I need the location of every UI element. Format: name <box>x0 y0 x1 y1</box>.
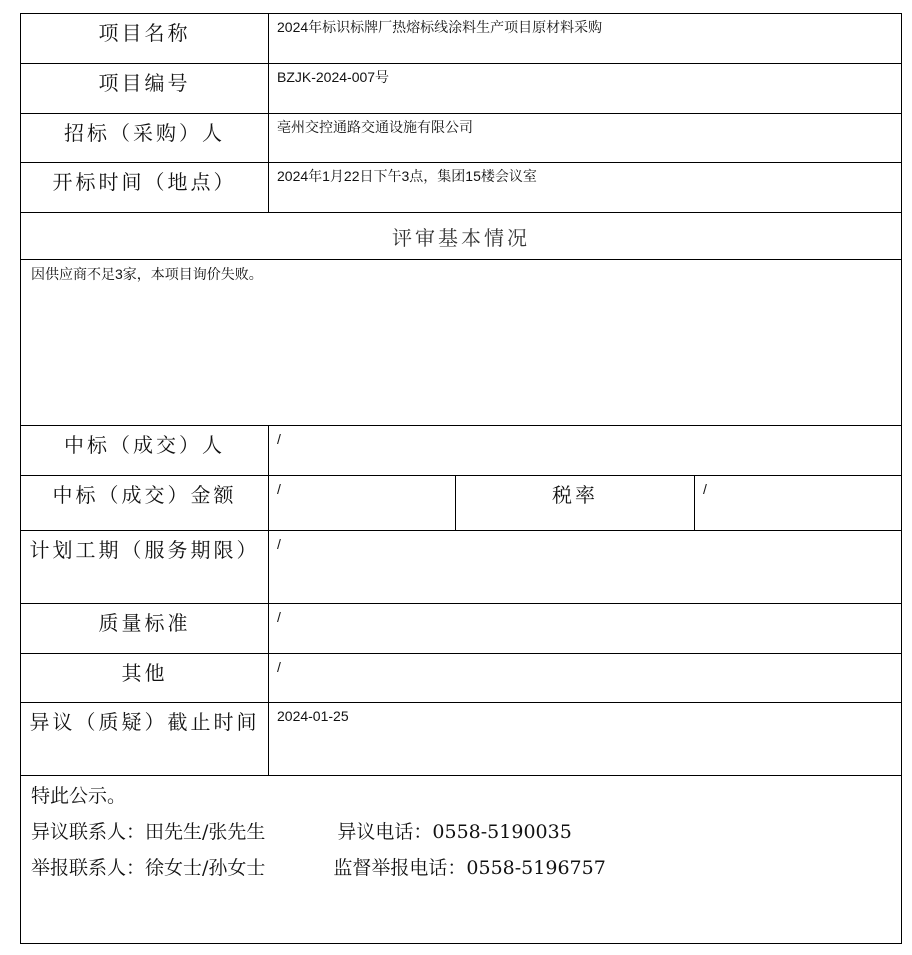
notice-cell <box>21 776 902 944</box>
review-text: 因供应商不足3家，本项目询价失败。 <box>21 260 902 426</box>
value-other: / <box>269 654 902 703</box>
label-winner: 中标（成交）人 <box>21 426 269 476</box>
label-period: 计划工期（服务期限） <box>21 531 269 604</box>
value-amount: / <box>269 476 456 531</box>
label-quality: 质量标准 <box>21 604 269 654</box>
value-period: / <box>269 531 902 604</box>
objection-phone: 异议电话：0558-5190035 <box>337 821 572 843</box>
value-quality: / <box>269 604 902 654</box>
report-phone: 监督举报电话：0558-5196757 <box>333 857 606 879</box>
row-project-no <box>21 64 902 114</box>
row-tenderer <box>21 114 902 163</box>
row-review-text <box>21 260 902 426</box>
row-quality <box>21 604 902 654</box>
row-objection-deadline <box>21 703 902 776</box>
row-amount <box>21 476 902 531</box>
value-winner: / <box>269 426 902 476</box>
label-tax-rate: 税率 <box>456 476 695 531</box>
row-project-name <box>21 14 902 64</box>
label-objection-deadline: 异议（质疑）截止时间 <box>21 703 269 776</box>
notice-line-1: 特此公示。 <box>31 785 127 807</box>
notice-line-report <box>31 850 891 886</box>
value-project-name: 2024年标识标牌厂热熔标线涂料生产项目原材料采购 <box>269 14 902 64</box>
row-review-heading <box>21 213 902 260</box>
bid-result-table <box>20 13 902 944</box>
report-contact: 举报联系人：徐女士/孙女士 <box>31 857 266 879</box>
value-opening: 2024年1月22日下午3点，集团15楼会议室 <box>269 163 902 213</box>
row-other <box>21 654 902 703</box>
row-opening <box>21 163 902 213</box>
value-tenderer: 亳州交控通路交通设施有限公司 <box>269 114 902 163</box>
row-period <box>21 531 902 604</box>
notice-line-objection <box>31 814 891 850</box>
row-notice <box>21 776 902 944</box>
label-project-no: 项目编号 <box>21 64 269 114</box>
value-objection-deadline: 2024-01-25 <box>269 703 902 776</box>
label-tenderer: 招标（采购）人 <box>21 114 269 163</box>
label-opening: 开标时间（地点） <box>21 163 269 213</box>
row-winner <box>21 426 902 476</box>
value-tax-rate: / <box>695 476 902 531</box>
label-amount: 中标（成交）金额 <box>21 476 269 531</box>
label-project-name: 项目名称 <box>21 14 269 64</box>
value-project-no: BZJK-2024-007号 <box>269 64 902 114</box>
label-other: 其他 <box>21 654 269 703</box>
objection-contact: 异议联系人：田先生/张先生 <box>31 821 266 843</box>
review-heading: 评审基本情况 <box>21 213 902 260</box>
